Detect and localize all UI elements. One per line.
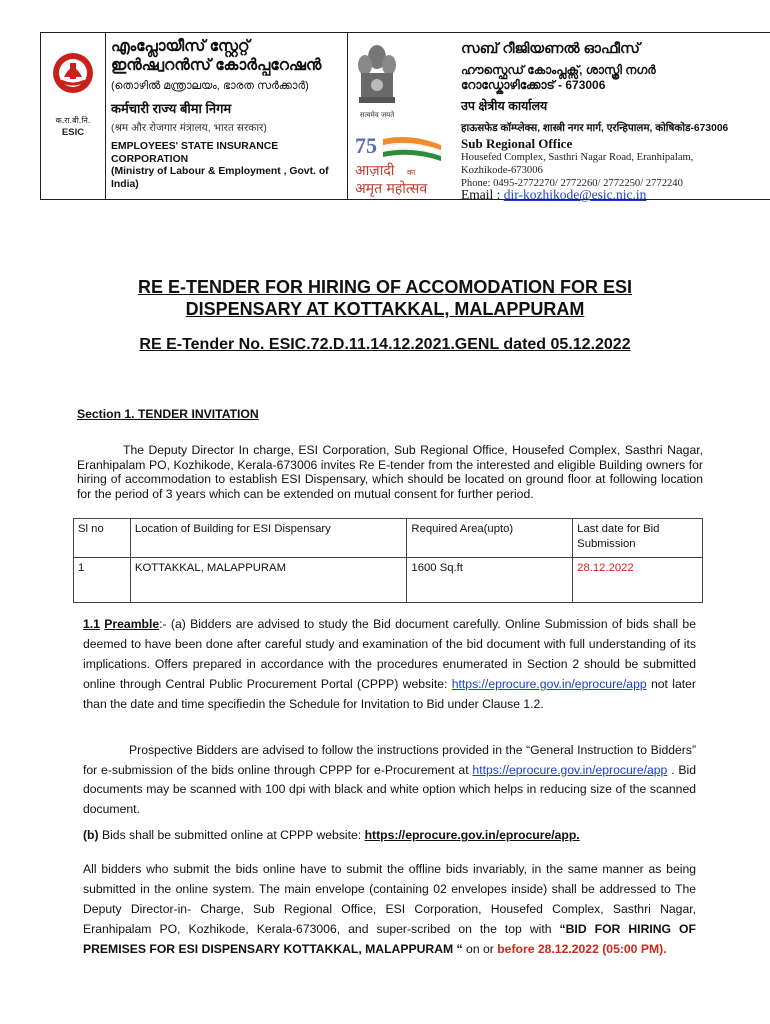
hindi-ministry: (श्रम और रोजगार मंत्रालय, भारत सरकार) bbox=[111, 122, 267, 134]
document-title bbox=[0, 276, 770, 320]
table-header-row bbox=[74, 519, 703, 558]
preamble-label: Preamble bbox=[104, 617, 160, 631]
offline-bids-text-mid: on or bbox=[462, 942, 498, 956]
malayalam-ministry: (തൊഴിൽ മന്ത്രാലയം, ഭാരത സർക്കാർ) bbox=[111, 80, 309, 92]
superscription-text: “BID FOR HIRING OF PREMISES FOR ESI DISPENSARY KOTTAKKAL, MALAPPURAM “ bbox=[83, 922, 696, 956]
prospective-text: Prospective Bidders are advised to follow the instructions provided in the “General Instruction to Bidders” for e-submission of the bids online through CPPP for e-Procurement at bbox=[83, 743, 696, 777]
right-ml-office-title: സബ് റീജിയണൽ ഓഫീസ് bbox=[461, 41, 640, 57]
emblem-caption: सत्यमेव जयते bbox=[359, 111, 395, 119]
azadi-ka-amrit-mahotsav-logo-icon bbox=[353, 131, 445, 197]
right-hi-office-title: उप क्षेत्रीय कार्यालय bbox=[461, 99, 548, 113]
prospective-bidders-paragraph bbox=[83, 741, 696, 819]
clause-number: 1.1 bbox=[83, 617, 100, 631]
en-title-line3: (Ministry of Labour & Employment , Govt. of India) bbox=[111, 166, 329, 190]
sub-regional-office-heading: Sub Regional Office bbox=[461, 136, 573, 151]
bid-submission-text: Bids shall be submitted online at CPPP website: bbox=[98, 828, 365, 842]
clause-b-label: (b) bbox=[83, 828, 99, 842]
logo-hi-text: क.रा.बी.नि. bbox=[55, 116, 91, 125]
table-header-cell: Sl no bbox=[74, 519, 131, 558]
right-ml-addr2: റോഡ്കോഴിക്കോട് - 673006 bbox=[461, 78, 606, 92]
offline-bids-paragraph bbox=[83, 859, 696, 959]
ml-title-line2: ഇൻഷ്വറൻസ് കോർപ്പറേഷൻ bbox=[111, 57, 322, 74]
cppp-link[interactable]: https://eprocure.gov.in/eprocure/app. bbox=[364, 828, 580, 842]
prospective-text-end: . Bid documents may be scanned with 100 dpi with black and white option which helps in reducing size of the scanned document. bbox=[83, 762, 696, 816]
email-row bbox=[461, 187, 646, 203]
title-line2: DISPENSARY AT KOTTAKKAL, MALAPPURAM bbox=[185, 299, 585, 319]
preamble-paragraph bbox=[83, 614, 696, 714]
ml-title-line1: എംപ്ലോയീസ് സ്റ്റേറ്റ് bbox=[111, 38, 250, 55]
table-header-cell: Last date for Bid Submission bbox=[573, 519, 703, 558]
right-ml-addr1: ഹൗസ്ഫെഡ് കോംപ്ലക്സ്, ശാസ്ത്രി നഗർ bbox=[461, 63, 656, 77]
schedule-table bbox=[73, 518, 703, 603]
deadline-text: before 28.12.2022 (05:00 PM). bbox=[497, 942, 667, 956]
office-address bbox=[461, 152, 761, 190]
invitation-text: The Deputy Director In charge, ESI Corporation, Sub Regional Office, Housefed Complex, Sasthri Nagar, Eranhipalam PO, Kozhikode, Kerala-673006 invites Re E-tender from the interested and eligible Building owners for hiring of accommodation to establish ESI Dispensary, which should be located on ground floor at following location for the period of 3 years which can be extended on mutual consent for further period. bbox=[77, 443, 703, 502]
esic-logo-icon bbox=[47, 47, 99, 155]
azadi-line2: अमृत महोत्सव bbox=[355, 181, 428, 197]
letterhead bbox=[40, 32, 770, 200]
table-cell-deadline: 28.12.2022 bbox=[573, 558, 703, 603]
section-heading: Section 1. TENDER INVITATION bbox=[77, 407, 259, 421]
offline-bids-text: All bidders who submit the bids online have to submit the offline bids invariably, in the same manner as being submitted in the online system. The main envelope (containing 02 envelopes inside) shall be addressed to The Deputy Director-in- Charge, Sub Regional Office, ESI Corporation, Housefed Complex, Sasthri Nagar, Eranhipalam PO, Kozhikode, Kerala-673006, and super-scribed on the top with bbox=[83, 862, 696, 936]
table-cell: 1600 Sq.ft bbox=[407, 558, 573, 603]
divider bbox=[105, 33, 106, 199]
preamble-text-end: not later than the date and time specifiedin the Schedule for Invitation to Bid under Clause 1.2. bbox=[83, 677, 696, 711]
hindi-org-title: कर्मचारी राज्य बीमा निगम bbox=[111, 101, 232, 116]
preamble-text: :- (a) Bidders are advised to study the Bid document carefully. Online Submission of bids shall be deemed to have been done after careful study and examination of the bid document with full understanding of its implications. Offers prepared in accordance with the procedures enumerated in Section 2 should be submitted online through Central Public Procurement Portal (CPPP) website: bbox=[83, 617, 696, 691]
logo-en-text: ESIC bbox=[61, 127, 85, 138]
table-cell: 1 bbox=[74, 558, 131, 603]
bid-submission-paragraph bbox=[83, 826, 696, 845]
address-line1: Housefed Complex, Sasthri Nagar Road, Eranhipalam, bbox=[461, 152, 694, 163]
azadi-small: का bbox=[407, 168, 416, 177]
azadi-number: 75 bbox=[355, 133, 377, 158]
email-link[interactable]: dir-kozhikode@esic.nic.in bbox=[503, 187, 647, 202]
malayalam-org-title bbox=[111, 37, 321, 75]
phone-numbers: Phone: 0495-2772270/ 2772260/ 2772250/ 2772240 bbox=[461, 177, 683, 189]
right-hi-address: हाऊसफेड कॉम्प्लेक्स, शास्त्री नगर मार्ग, एरन्हिपालम, कोषिकोड-673006 bbox=[461, 123, 729, 134]
divider bbox=[347, 33, 348, 199]
email-label: Email : bbox=[461, 187, 504, 202]
tender-no-value: . ESIC.72.D.11.14.12.2021.GENL dated 05.12.2022 bbox=[260, 336, 631, 353]
english-org-title bbox=[111, 141, 331, 191]
en-title-line1: EMPLOYEES' STATE INSURANCE bbox=[111, 141, 279, 152]
address-line2: Kozhikode-673006 bbox=[461, 164, 543, 176]
invitation-paragraph bbox=[77, 443, 703, 502]
national-emblem-icon bbox=[353, 39, 401, 125]
eprocure-link[interactable]: https://eprocure.gov.in/eprocure/app bbox=[451, 677, 647, 691]
table-header-cell: Location of Building for ESI Dispensary bbox=[130, 519, 407, 558]
en-title-line2: CORPORATION bbox=[111, 153, 189, 165]
right-ml-address bbox=[461, 63, 770, 93]
table-cell: KOTTAKKAL, MALAPPURAM bbox=[130, 558, 407, 603]
tender-number bbox=[0, 336, 770, 354]
azadi-line1: आज़ादी bbox=[355, 163, 395, 179]
table-header-cell: Required Area(upto) bbox=[407, 519, 573, 558]
table-row bbox=[74, 558, 703, 603]
title-line1: RE E-TENDER FOR HIRING OF ACCOMODATION FOR ESI bbox=[138, 277, 632, 297]
tender-no-label: RE E-Tender No bbox=[139, 336, 260, 353]
eprocure-link[interactable]: https://eprocure.gov.in/eprocure/app bbox=[472, 762, 668, 777]
